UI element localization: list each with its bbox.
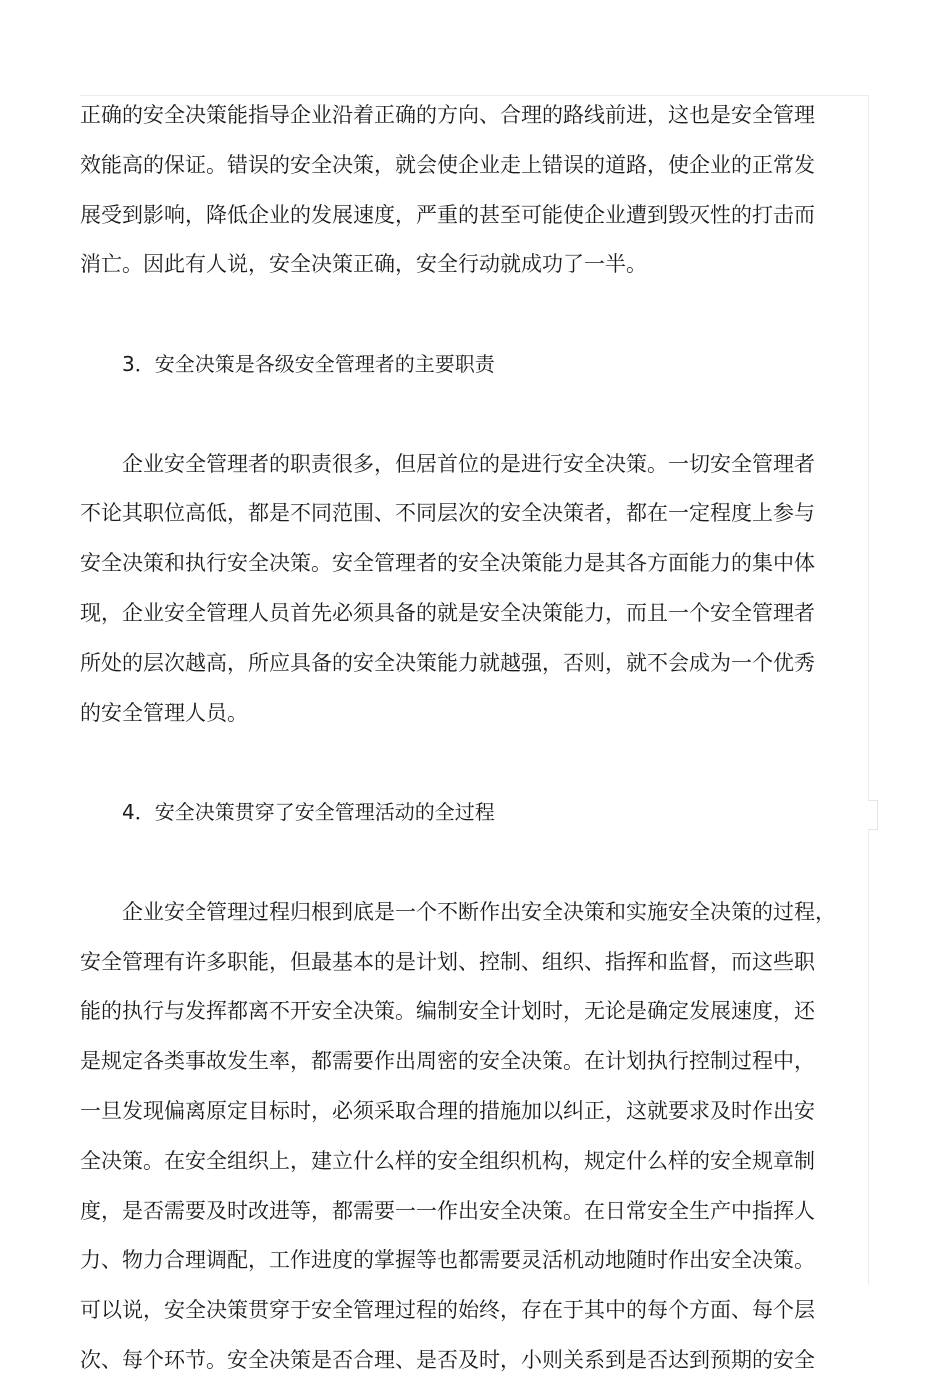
text-line: 的安全管理人员。 (80, 700, 248, 725)
paragraph-spacer (80, 838, 825, 888)
text-line: 一旦发现偏离原定目标时，必须采取合理的措施加以纠正，这就要求及时作出安 (80, 1098, 815, 1123)
text-line: 所处的层次越高，所应具备的安全决策能力就越强，否则，就不会成为一个优秀 (80, 650, 815, 675)
text-line: 效能高的保证。错误的安全决策，就会使企业走上错误的道路，使企业的正常发 (80, 152, 815, 177)
text-line: 次、每个环节。安全决策是否合理、是否及时，小则关系到是否达到预期的安全 (80, 1347, 815, 1372)
text-line: 企业安全管理过程归根到底是一个不断作出安全决策和实施安全决策的过程， (122, 899, 836, 924)
page-border-right (868, 95, 869, 1285)
paragraph-decision-importance (80, 91, 825, 290)
text-line: 全决策。在安全组织上，建立什么样的安全组织机构，规定什么样的安全规章制 (80, 1148, 815, 1173)
paragraph-manager-duties (80, 440, 825, 739)
section-heading-4: 4．安全决策贯穿了安全管理活动的全过程 (122, 800, 495, 825)
text-line: 消亡。因此有人说，安全决策正确，安全行动就成功了一半。 (80, 252, 647, 277)
text-line: 正确的安全决策能指导企业沿着正确的方向、合理的路线前进，这也是安全管理 (80, 103, 815, 127)
text-line: 能的执行与发挥都离不开安全决策。编制安全计划时，无论是确定发展速度，还 (80, 999, 815, 1024)
text-line: 企业安全管理者的职责很多，但居首位的是进行安全决策。一切安全管理者 (122, 451, 815, 476)
document-body (80, 91, 836, 1386)
paragraph-spacer (80, 390, 825, 440)
text-line: 安全管理有许多职能，但最基本的是计划、控制、组织、指挥和监督，而这些职 (80, 949, 815, 974)
section-heading-3: 3．安全决策是各级安全管理者的主要职责 (122, 351, 495, 376)
page-edge-notch (868, 800, 878, 830)
text-line: 不论其职位高低，都是不同范围、不同层次的安全决策者，都在一定程度上参与 (80, 501, 815, 526)
text-line: 现，企业安全管理人员首先必须具备的就是安全决策能力，而且一个安全管理者 (80, 600, 815, 625)
text-line: 是规定各类事故发生率，都需要作出周密的安全决策。在计划执行控制过程中， (80, 1049, 815, 1074)
text-line: 可以说，安全决策贯穿于安全管理过程的始终，存在于其中的每个方面、每个层 (80, 1298, 815, 1323)
text-line: 力、物力合理调配，工作进度的掌握等也都需要灵活机动地随时作出安全决策。 (80, 1248, 815, 1273)
paragraph-spacer (80, 738, 825, 788)
text-line: 展受到影响，降低企业的发展速度，严重的甚至可能使企业遭到毁灭性的打击而 (80, 202, 815, 227)
paragraph-whole-process (80, 888, 836, 1386)
text-line: 度，是否需要及时改进等，都需要一一作出安全决策。在日常安全生产中指挥人 (80, 1198, 815, 1223)
text-line: 安全决策和执行安全决策。安全管理者的安全决策能力是其各方面能力的集中体 (80, 551, 815, 576)
paragraph-spacer (80, 290, 825, 340)
